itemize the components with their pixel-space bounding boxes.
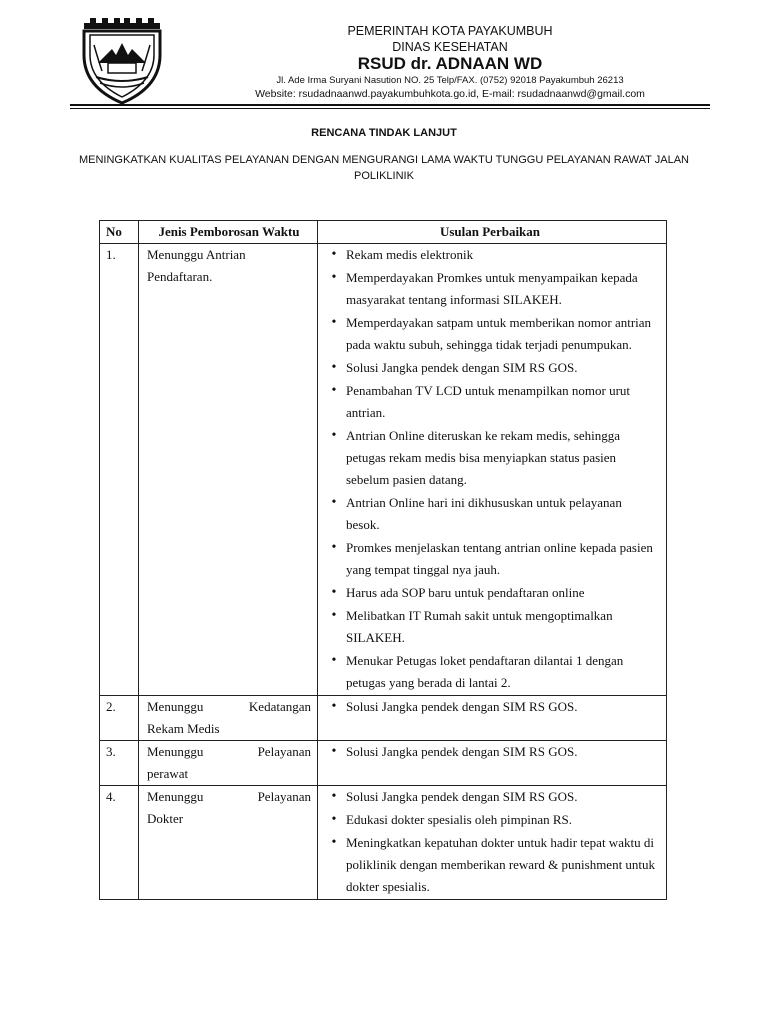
list-item	[322, 425, 658, 491]
header-divider-thin	[70, 108, 710, 109]
waste-type-word: Pelayanan	[257, 789, 311, 804]
bullet-icon: •	[331, 653, 337, 668]
waste-type-line: Pendaftaran.	[147, 269, 213, 284]
waste-type	[139, 244, 318, 696]
waste-type-line	[147, 786, 311, 808]
proposal-text: Memperdayakan Promkes untuk menyampaikan kepada masyarakat tentang informasi SILAKEH.	[346, 270, 638, 307]
improvement-proposals	[318, 741, 667, 786]
document-subtitle: MENINGKATKAN KUALITAS PELAYANAN DENGAN MENGURANGI LAMA WAKTU TUNGGU PELAYANAN RAWAT JALAN POLIKLINIK	[78, 154, 689, 182]
proposal-list	[322, 741, 658, 763]
hospital-address: Jl. Ade Irma Suryani Nasution NO. 25 Telp/FAX. (0752) 92018 Payakumbuh 26213	[276, 75, 624, 86]
bullet-icon: •	[331, 383, 337, 398]
proposal-text: Rekam medis elektronik	[346, 247, 474, 262]
proposal-text: Antrian Online hari ini dikhususkan untuk pelayanan besok.	[346, 495, 622, 532]
waste-type-line	[147, 696, 311, 718]
row-number: 3.	[100, 741, 139, 786]
proposal-text: Melibatkan IT Rumah sakit untuk mengoptimalkan SILAKEH.	[346, 608, 613, 645]
bullet-icon: •	[331, 495, 337, 510]
proposal-text: Solusi Jangka pendek dengan SIM RS GOS.	[346, 699, 578, 714]
header-jenis: Jenis Pemborosan Waktu	[139, 221, 318, 244]
waste-type-line: Dokter	[147, 811, 184, 826]
list-item	[322, 832, 658, 898]
proposal-text: Solusi Jangka pendek dengan SIM RS GOS.	[346, 789, 578, 804]
proposal-text: Antrian Online diteruskan ke rekam medis, sehingga petugas rekam medis bisa menyiapkan status pasien sebelum pasien datang.	[346, 428, 621, 487]
bullet-icon: •	[331, 585, 337, 600]
hospital-name: RSUD dr. ADNAAN WD	[357, 54, 543, 73]
table-row	[100, 741, 667, 786]
action-plan-table	[99, 220, 667, 900]
bullet-icon: •	[331, 315, 337, 330]
list-item	[322, 537, 658, 581]
proposal-text: Solusi Jangka pendek dengan SIM RS GOS.	[346, 744, 578, 759]
waste-type-line: Menunggu Antrian	[147, 247, 246, 262]
table-row	[100, 244, 667, 696]
list-item	[322, 244, 658, 266]
bullet-icon: •	[331, 270, 337, 285]
header-usulan: Usulan Perbaikan	[318, 221, 667, 244]
table-row	[100, 696, 667, 741]
list-item	[322, 605, 658, 649]
waste-type-word: Kedatangan	[248, 699, 311, 714]
proposal-text: Penambahan TV LCD untuk menampilkan nomor urut antrian.	[346, 383, 631, 420]
gov-name: PEMERINTAH KOTA PAYAKUMBUH	[347, 24, 553, 38]
waste-type-line: Rekam Medis	[147, 721, 220, 736]
bullet-icon: •	[331, 744, 337, 759]
table-body	[100, 244, 667, 900]
department-name: DINAS KESEHATAN	[392, 40, 508, 54]
waste-type	[139, 786, 318, 900]
bullet-icon: •	[331, 608, 337, 623]
proposal-list	[322, 696, 658, 718]
waste-type-word: Menunggu	[147, 744, 204, 759]
row-number: 1.	[100, 244, 139, 696]
proposal-text: Solusi Jangka pendek dengan SIM RS GOS.	[346, 360, 578, 375]
list-item	[322, 582, 658, 604]
improvement-proposals	[318, 696, 667, 741]
header-no: No	[100, 221, 139, 244]
proposal-text: Meningkatkan kepatuhan dokter untuk hadir tepat waktu di poliklinik dengan memberikan reward & punishment untuk dokter spesialis.	[346, 835, 656, 894]
bullet-icon: •	[331, 812, 337, 827]
bullet-icon: •	[331, 835, 337, 850]
bullet-icon: •	[331, 360, 337, 375]
list-item	[322, 492, 658, 536]
waste-type-word: Menunggu	[147, 789, 204, 804]
letterhead	[0, 0, 768, 110]
list-item	[322, 786, 658, 808]
bullet-icon: •	[331, 699, 337, 714]
proposal-text: Promkes menjelaskan tentang antrian online kepada pasien yang tempat tinggal nya jauh.	[346, 540, 653, 577]
proposal-list	[322, 786, 658, 898]
list-item	[322, 357, 658, 379]
table-header-row	[100, 221, 667, 244]
row-number: 2.	[100, 696, 139, 741]
row-number: 4.	[100, 786, 139, 900]
bullet-icon: •	[331, 540, 337, 555]
proposal-list	[322, 244, 658, 694]
waste-type-word: Menunggu	[147, 699, 204, 714]
proposal-text: Menukar Petugas loket pendaftaran dilantai 1 dengan petugas yang berada di lantai 2.	[346, 653, 624, 690]
improvement-proposals	[318, 786, 667, 900]
list-item	[322, 741, 658, 763]
waste-type	[139, 741, 318, 786]
document-title: RENCANA TINDAK LANJUT	[311, 127, 457, 139]
list-item	[322, 650, 658, 694]
waste-type-word: Pelayanan	[257, 744, 311, 759]
proposal-text: Edukasi dokter spesialis oleh pimpinan RS.	[346, 812, 573, 827]
table-row	[100, 786, 667, 900]
bullet-icon: •	[331, 428, 337, 443]
list-item	[322, 267, 658, 311]
bullet-icon: •	[331, 247, 337, 262]
waste-type-line	[147, 741, 311, 763]
city-crest-icon	[78, 15, 166, 105]
header-divider	[70, 104, 710, 106]
bullet-icon: •	[331, 789, 337, 804]
waste-type-line: perawat	[147, 766, 189, 781]
proposal-text: Harus ada SOP baru untuk pendaftaran online	[346, 585, 585, 600]
list-item	[322, 312, 658, 356]
improvement-proposals	[318, 244, 667, 696]
proposal-text: Memperdayakan satpam untuk memberikan nomor antrian pada waktu subuh, sehingga tidak terjadi penumpukan.	[346, 315, 652, 352]
hospital-contact: Website: rsudadnaanwd.payakumbuhkota.go.id, E-mail: rsudadnaanwd@gmail.com	[255, 88, 645, 100]
list-item	[322, 380, 658, 424]
waste-type	[139, 696, 318, 741]
list-item	[322, 809, 658, 831]
list-item	[322, 696, 658, 718]
